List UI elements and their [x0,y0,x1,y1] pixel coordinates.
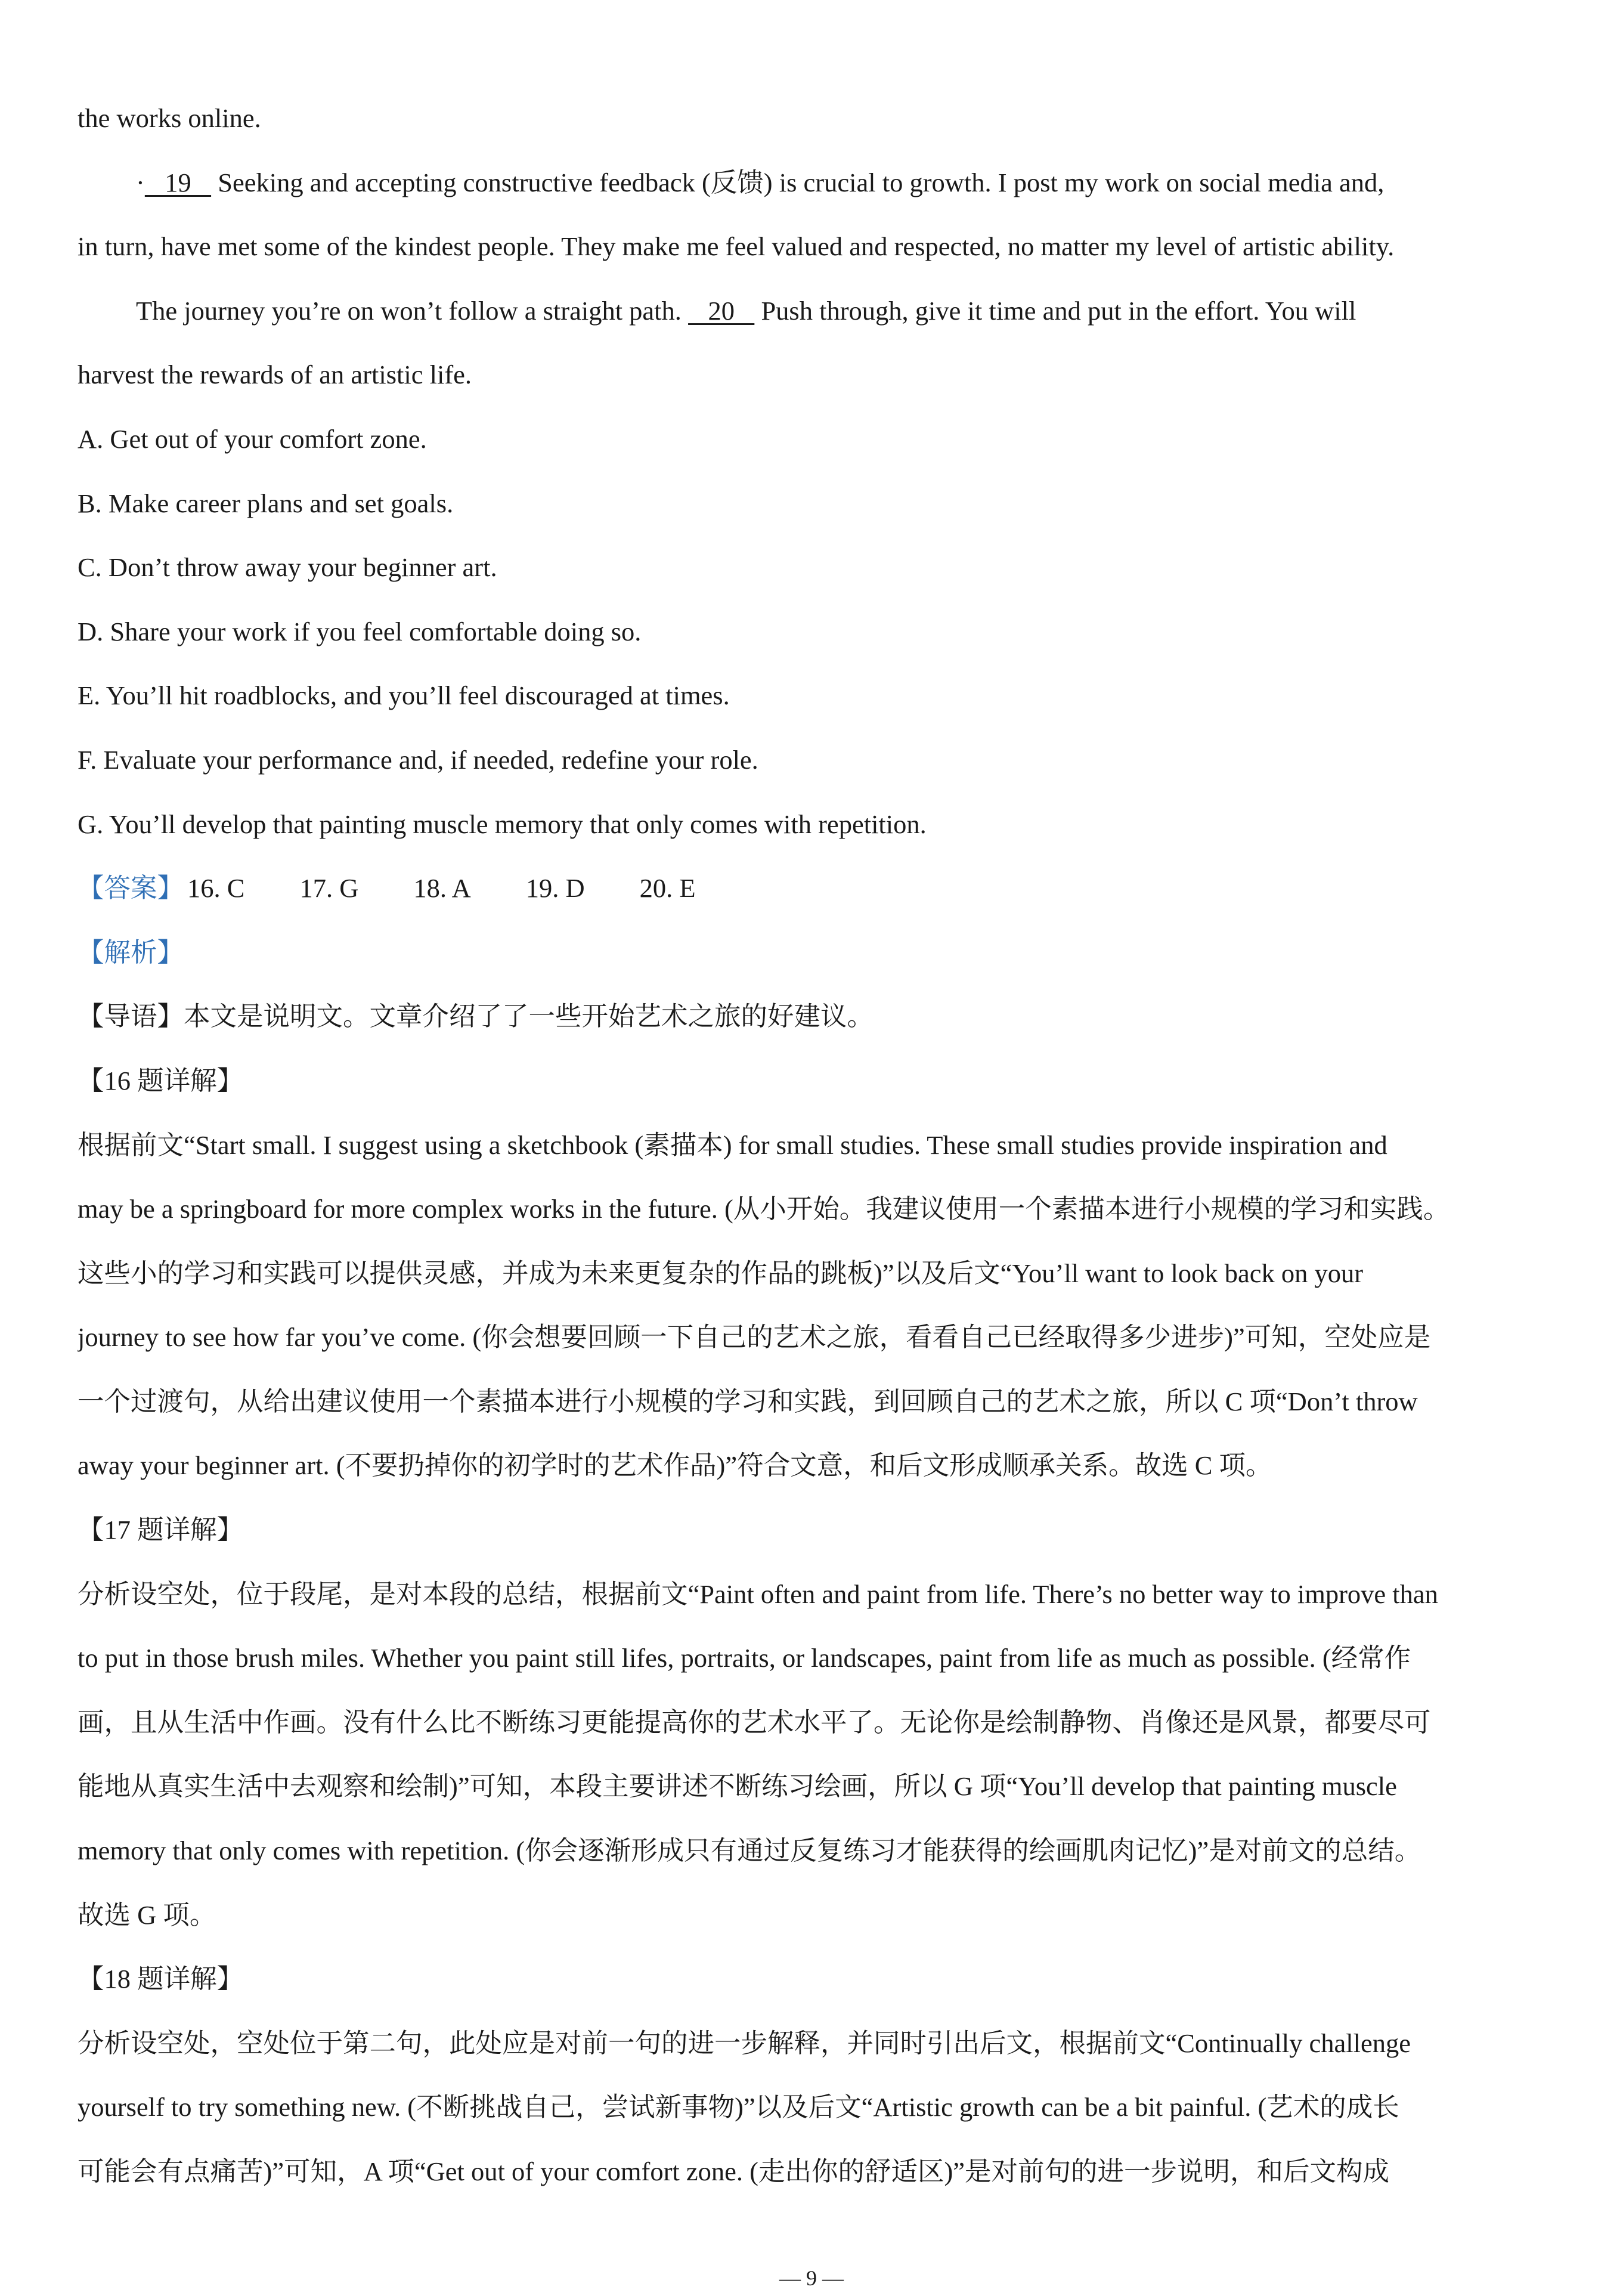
passage-line: the works online. [78,103,261,133]
option-f: F. Evaluate your performance and, if needed, redefine your role. [78,744,758,775]
paragraph-20-text-post: Push through, give it time and put in the effort. You will [754,295,1356,326]
answer-20: 20. E [639,873,696,903]
paragraph-20-line-2: harvest the rewards of an artistic life. [78,360,472,390]
paragraph-19-line-2: in turn, have met some of the kindest people. They make me feel valued and respected, no matter my level of artistic ability. [78,231,1395,262]
paragraph-20-line-1 [78,279,1556,344]
page-number: — 9 — [779,2266,844,2290]
paragraph-19-text: Seeking and accepting constructive feedback (反馈) is crucial to growth. I post my work on social media and, [211,167,1384,197]
option-g: G. You’ll develop that painting muscle memory that only comes with repetition. [78,809,927,839]
option-b: B. Make career plans and set goals. [78,488,454,518]
blank-20: 20 [688,295,755,326]
q17-line: memory that only comes with repetition. (你会逐渐形成只有通过反复练习才能获得的绘画肌肉记忆)”是对前文的总结。 [78,1836,1421,1866]
option-d: D. Share your work if you feel comfortable doing so. [78,616,642,646]
q17-line: 分析设空处，位于段尾，是对本段的总结，根据前文“Paint often and paint from life. There’s no better way to improve than [78,1579,1438,1609]
q16-line: may be a springboard for more complex works in the future. (从小开始。我建议使用一个素描本进行小规模的学习和实践。 [78,1194,1450,1224]
q17-line: to put in those brush miles. Whether you paint still lifes, portraits, or landscapes, paint from life as much as possible. (经常作 [78,1643,1411,1673]
analysis-label: 【解析】 [78,937,184,967]
paragraph-19-line-1 [78,151,1556,215]
q17-line: 画，且从生活中作画。没有什么比不断练习更能提高你的艺术水平了。无论你是绘制静物、肖像还是风景，都要尽可 [78,1707,1431,1737]
q18-heading: 【18 题详解】 [78,1964,244,1994]
q17-heading: 【17 题详解】 [78,1515,244,1545]
bullet-dot: · [136,167,145,197]
q17-line: 故选 G 项。 [78,1899,216,1930]
q18-line: yourself to try something new. (不断挑战自己，尝试新事物)”以及后文“Artistic growth can be a bit painful. (艺术的成长 [78,2092,1399,2122]
q18-line: 可能会有点痛苦)”可知，A 项“Get out of your comfort zone. (走出你的舒适区)”是对前句的进一步说明，和后文构成 [78,2156,1390,2186]
q18-line: 分析设空处，空处位于第二句，此处应是对前一句的进一步解释，并同时引出后文，根据前文“Continually challenge [78,2028,1411,2058]
answer-16: 16. C [187,873,245,903]
blank-19: 19 [144,167,212,197]
answer-17: 17. G [299,873,359,903]
answer-line [78,856,1556,921]
answer-19: 19. D [525,873,585,903]
q17-line: 能地从真实生活中去观察和绘制)”可知，本段主要讲述不断练习绘画，所以 G 项“You’ll develop that painting muscle [78,1771,1397,1802]
option-c: C. Don’t throw away your beginner art. [78,552,497,583]
paragraph-20-text-pre: The journey you’re on won’t follow a straight path. [136,295,689,326]
option-e: E. You’ll hit roadblocks, and you’ll feel discouraged at times. [78,680,730,711]
q16-line: 根据前文“Start small. I suggest using a sketchbook (素描本) for small studies. These small studies provide inspiration and [78,1130,1387,1160]
q16-line: away your beginner art. (不要扔掉你的初学时的艺术作品)”符合文意，和后文形成顺承关系。故选 C 项。 [78,1450,1272,1481]
answer-label: 【答案】 [78,873,184,903]
q16-heading: 【16 题详解】 [78,1065,244,1096]
answer-18: 18. A [413,873,471,903]
document-page [78,86,1556,2204]
q16-line: 这些小的学习和实践可以提供灵感，并成为未来更复杂的作品的跳板)”以及后文“You’ll want to look back on your [78,1258,1364,1288]
q16-line: 一个过渡句，从给出建议使用一个素描本进行小规模的学习和实践，到回顾自己的艺术之旅，所以 C 项“Don’t throw [78,1386,1418,1416]
q16-line: journey to see how far you’ve come. (你会想要回顾一下自己的艺术之旅，看看自己已经取得多少进步)”可知，空处应是 [78,1322,1431,1353]
analysis-intro: 【导语】本文是说明文。文章介绍了了一些开始艺术之旅的好建议。 [78,1001,874,1032]
option-a: A. Get out of your comfort zone. [78,423,427,454]
